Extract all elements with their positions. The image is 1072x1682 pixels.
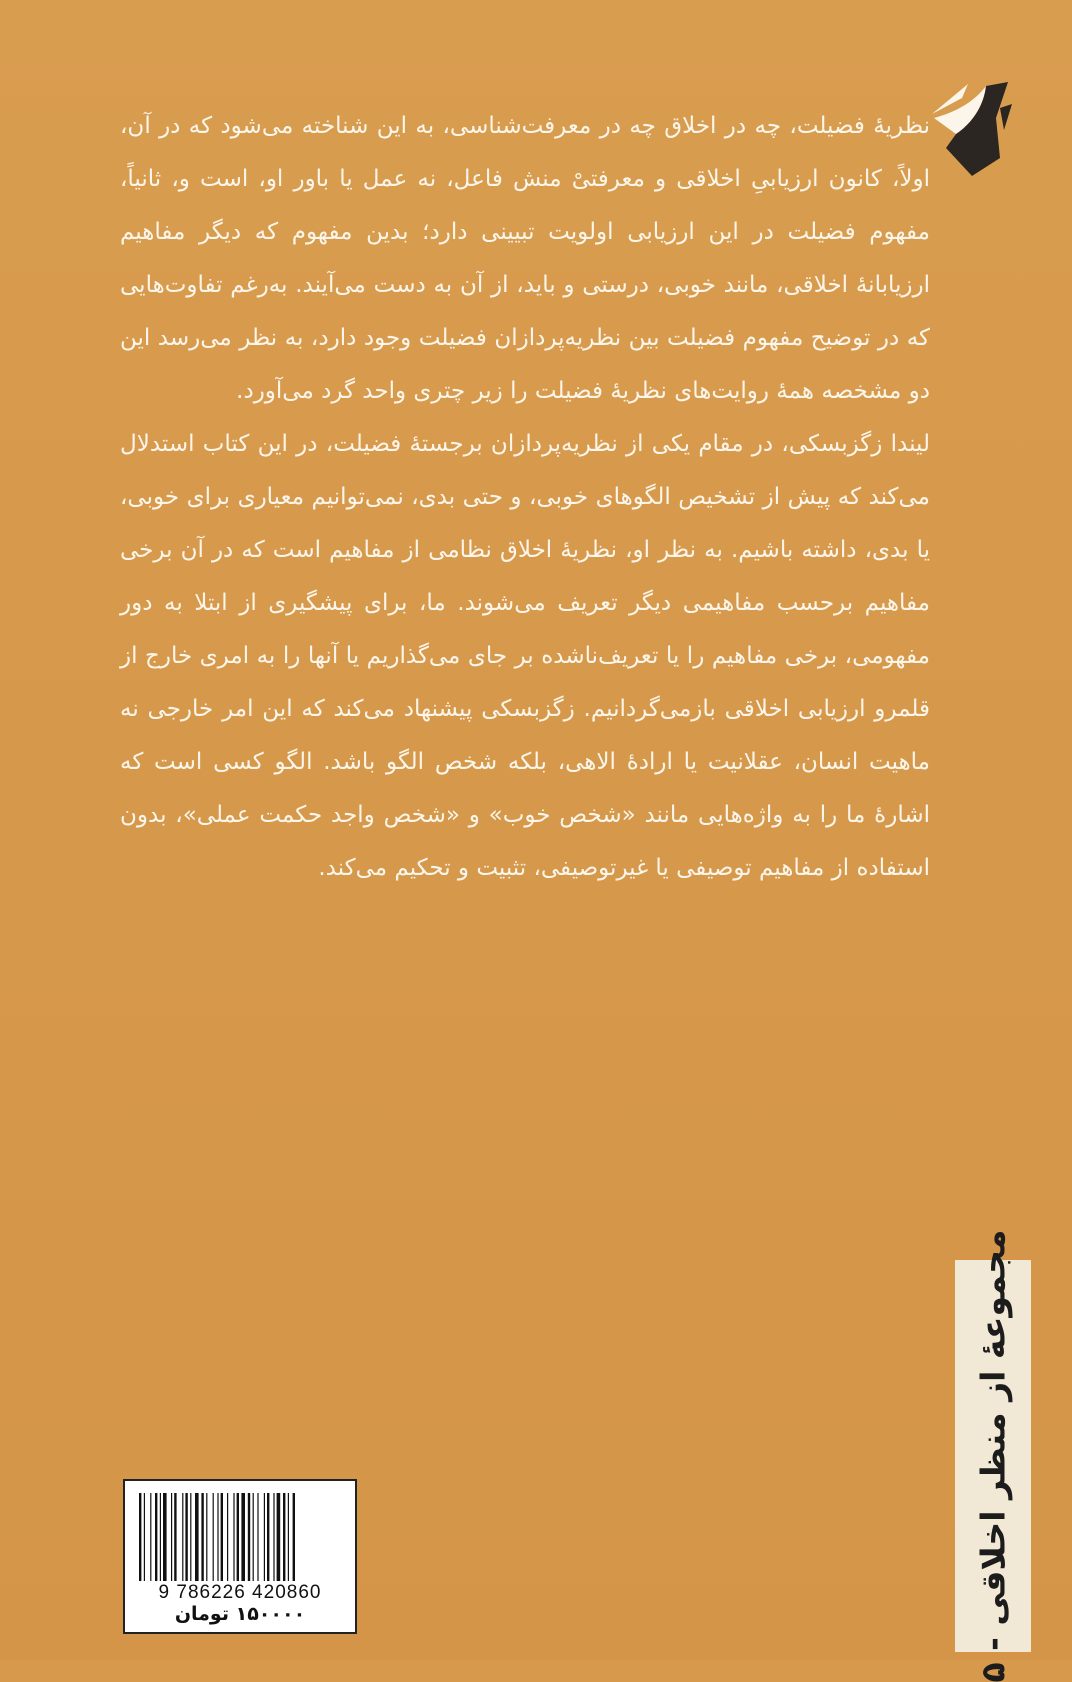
series-label: مجموعهٔ از منظر اخلاقی - ۵ xyxy=(973,1229,1013,1682)
barcode-bar xyxy=(195,1493,199,1581)
barcode-icon xyxy=(139,1493,343,1581)
barcode-bar xyxy=(293,1493,295,1581)
barcode-sticker xyxy=(123,1479,357,1634)
blurb-paragraph: لیندا زگزبسکی، در مقام یکی از نظریه‌پردازان برجستهٔ فضیلت، در این کتاب استدلال می‌کند که پیش از تشخیص الگوهای خوبی، و حتی بدی، نمی‌توانیم معیاری برای خوبی، یا بدی، داشته باشیم. به نظر او، نظریهٔ اخلاق نظامی از مفاهیم است که در آن برخی مفاهیم برحسب مفاهیمی دیگر تعریف می‌شوند. ما، برای پیشگیری از ابتلا به دور مفهومی، برخی مفاهیم را یا تعریف‌ناشده بر جای می‌گذاریم یا آنها را به امری خارج از قلمرو ارزیابی اخلاقی بازمی‌گردانیم. زگزبسکی پیشنهاد می‌کند که این امر خارجی نه ماهیت انسان، عقلانیت یا ارادهٔ الاهی، بلکه شخص الگو باشد. الگو کسی است که اشارهٔ ما را به واژه‌هایی مانند «شخص خوب» و «شخص واجد حکمت عملی»، بدون استفاده از مفاهیم توصیفی یا غیرتوصیفی، تثبیت و تحکیم می‌کند. xyxy=(120,431,930,881)
barcode-bar xyxy=(264,1493,265,1581)
barcode-bar xyxy=(288,1493,289,1581)
barcode-bar xyxy=(253,1493,254,1581)
barcode-bar xyxy=(248,1493,250,1581)
barcode-bar xyxy=(185,1493,187,1581)
barcode-bar xyxy=(206,1493,207,1581)
barcode-bar xyxy=(273,1493,274,1581)
barcode-bar xyxy=(283,1493,285,1581)
blurb-paragraph: نظریهٔ فضیلت، چه در اخلاق چه در معرفت‌شناسی، به این شناخته می‌شود که در آن، اولاً، کانون ارزیابیِ اخلاقی و معرفتیْ منش فاعل، نه عمل یا باور او، است و، ثانیاً، مفهوم فضیلت در این ارزیابی اولویت تبیینی دارد؛ بدین مفهوم که دیگر مفاهیم ارزیابانهٔ اخلاقی، مانند خوبی، درستی و باید، از آن به دست می‌آیند. به‌رغم تفاوت‌هایی که در توضیح مفهوم فضیلت بین نظریه‌پردازان فضیلت وجود دارد، به نظر می‌رسد این دو مشخصه همهٔ روایت‌های نظریهٔ فضیلت را زیر چتری واحد گرد می‌آورد. xyxy=(120,113,930,404)
barcode-bar xyxy=(155,1493,157,1581)
barcode-bar xyxy=(257,1493,258,1581)
barcode-bar xyxy=(171,1493,172,1581)
barcode-bar xyxy=(221,1493,223,1581)
barcode-bar xyxy=(227,1493,228,1581)
barcode-bar xyxy=(190,1493,191,1581)
barcode-bar xyxy=(277,1493,281,1581)
barcode-bar xyxy=(267,1493,269,1581)
publisher-logo-icon xyxy=(926,78,1016,178)
barcode-bar xyxy=(201,1493,203,1581)
barcode-bar xyxy=(213,1493,214,1581)
isbn-number: 9 786226 420860 xyxy=(158,1582,322,1603)
back-cover-blurb xyxy=(120,100,930,895)
barcode-bar xyxy=(150,1493,151,1581)
barcode-bar xyxy=(241,1493,245,1581)
barcode-bar xyxy=(144,1493,145,1581)
barcode-bar xyxy=(160,1493,161,1581)
barcode-bar xyxy=(182,1493,183,1581)
price-label: ۱۵۰۰۰۰ تومان xyxy=(174,1603,306,1625)
barcode-bar xyxy=(139,1493,141,1581)
barcode-bar xyxy=(237,1493,239,1581)
barcode-bar xyxy=(233,1493,234,1581)
barcode-bar xyxy=(174,1493,176,1581)
barcode-bar xyxy=(163,1493,167,1581)
barcode-bar xyxy=(217,1493,218,1581)
